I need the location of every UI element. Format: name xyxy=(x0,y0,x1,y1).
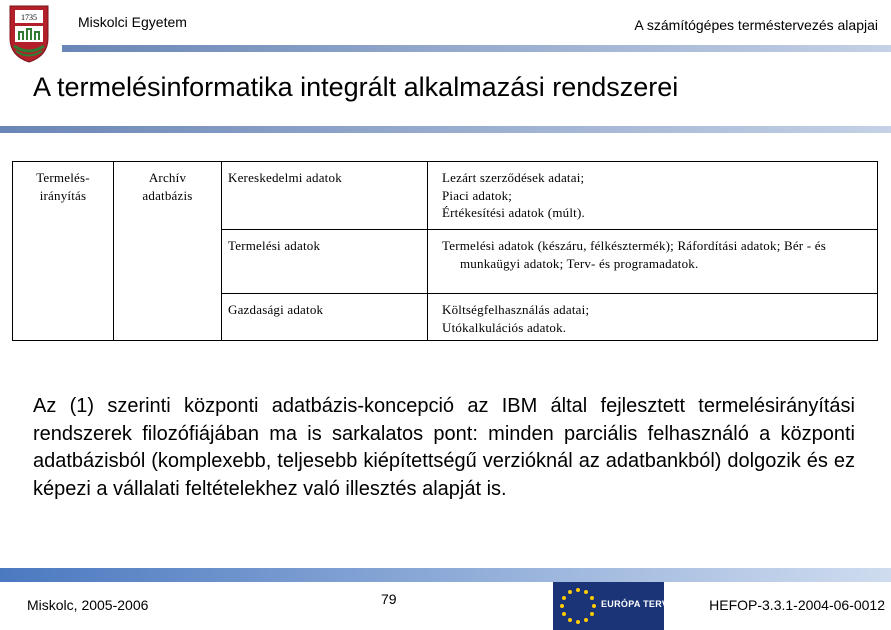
cell-text: Termelési adatok (készáru, félkésztermék); Ráfordítási adatok; Bér - és munkaügyi adatok; Terv- és programadatok. xyxy=(442,238,826,271)
footer-divider-bar xyxy=(0,568,891,582)
header-divider-bar xyxy=(62,45,891,52)
cell-text: Piaci adatok; xyxy=(442,187,513,203)
data-categories-table xyxy=(12,161,878,341)
cell-text: irányítás xyxy=(39,187,87,203)
cell-text: Utókalkulációs adatok. xyxy=(442,319,567,335)
page-number: 79 xyxy=(381,591,397,607)
cell-text: Költségfelhasználás adatai; xyxy=(442,302,590,317)
course-title: A számítógépes terméstervezés alapjai xyxy=(634,17,878,33)
table-cell-production-control xyxy=(13,162,114,341)
eu-logo-text: EURÓPA TERV xyxy=(601,599,669,609)
table-cell-category xyxy=(222,230,428,294)
cell-text: Termelés- xyxy=(36,170,90,185)
table-cell-archive-database xyxy=(114,162,222,341)
cell-text: Termelési adatok xyxy=(228,238,321,253)
table-cell-details xyxy=(428,294,878,341)
cell-text: Értékesítési adatok (múlt). xyxy=(442,205,585,221)
eu-stars-icon xyxy=(556,584,600,628)
cell-text: Lezárt szerződések adatai; xyxy=(442,170,585,185)
table-cell-category xyxy=(222,294,428,341)
university-name: Miskolci Egyetem xyxy=(78,14,187,30)
body-paragraph: Az (1) szerinti központi adatbázis-koncepció az IBM által fejlesztett termelésirányítási rendszerek filozófiájában ma is sarkalatos pont: minden parciális felhasználó a központi adatbázisból (komplexebb, teljesebb kiépítettségű verzióknál az adatbankból) dolgozik és ez képezi a vállalati feltételekhez való illesztés alapját is. xyxy=(33,395,855,500)
cell-text: Gazdasági adatok xyxy=(228,302,324,317)
crest-year-text: 1735 xyxy=(21,13,37,22)
cell-text: Archív xyxy=(148,170,187,185)
table-row xyxy=(13,162,878,230)
title-divider-bar xyxy=(0,126,891,133)
europa-terv-logo xyxy=(553,582,669,630)
footer-project-code: HEFOP-3.3.1-2004-06-0012 xyxy=(709,597,885,613)
table-cell-details xyxy=(428,230,878,294)
university-crest-logo xyxy=(6,2,52,64)
table-cell-category xyxy=(222,162,428,230)
slide-title: A termelésinformatika integrált alkalmazási rendszerei xyxy=(33,72,679,102)
footer-location-date: Miskolc, 2005-2006 xyxy=(27,597,149,613)
cell-text: adatbázis xyxy=(142,187,193,203)
table-cell-details xyxy=(428,162,878,230)
cell-text: Kereskedelmi adatok xyxy=(228,170,342,185)
